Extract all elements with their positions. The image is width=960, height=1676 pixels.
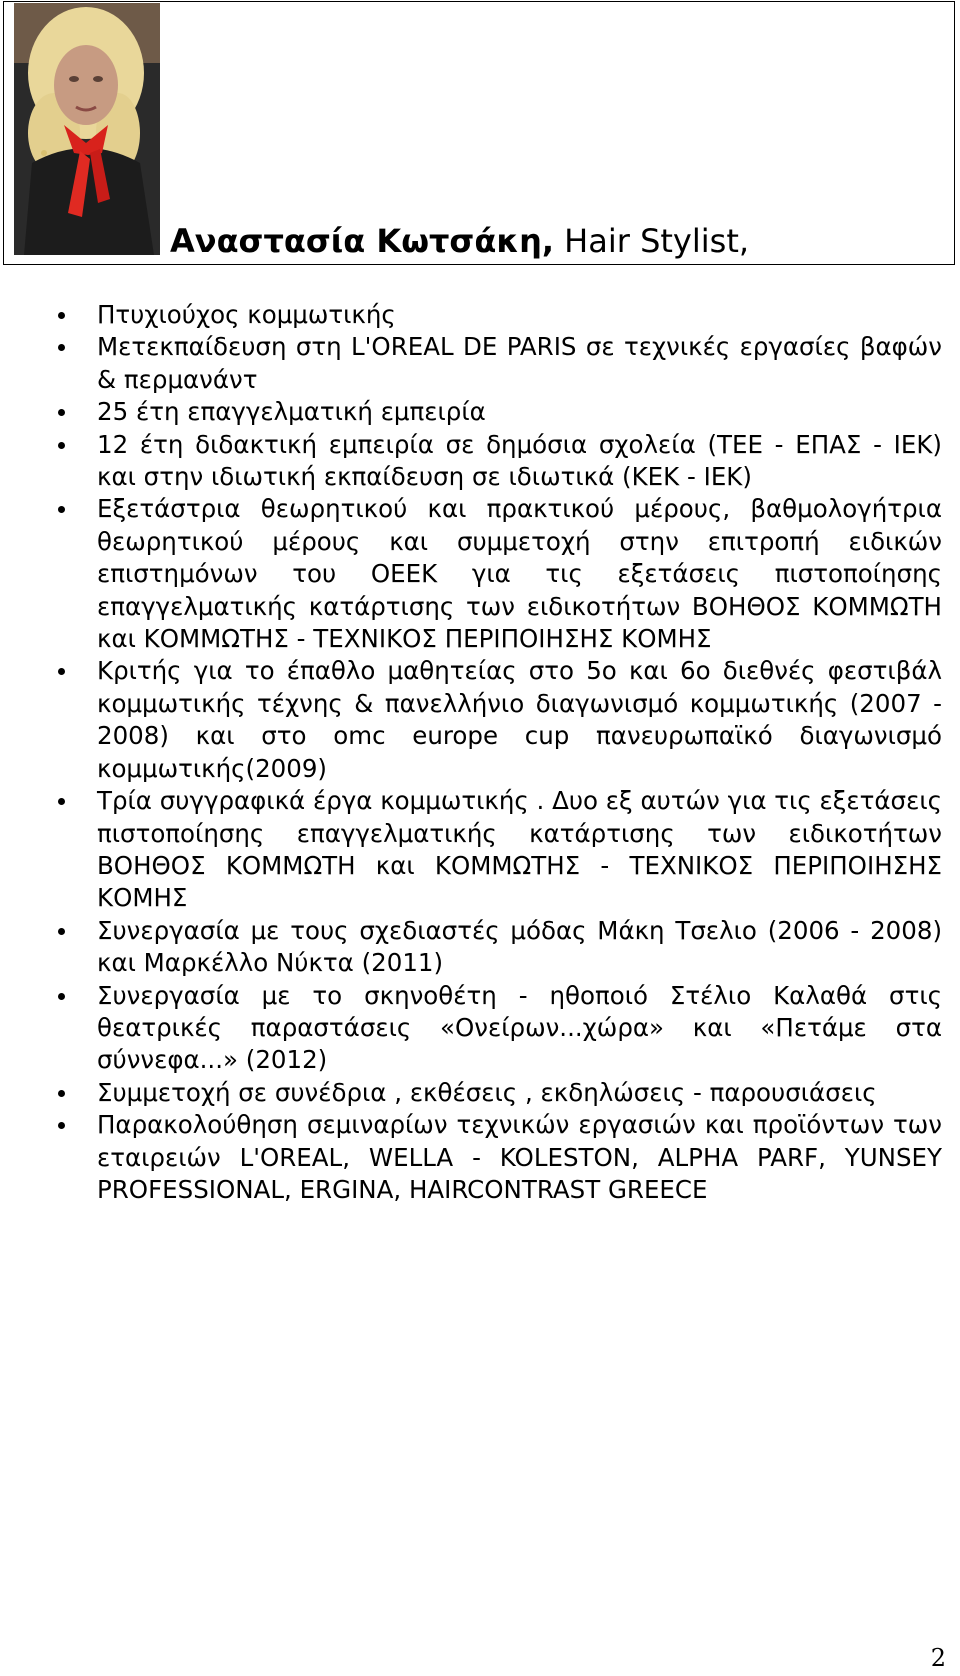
bullet-icon — [58, 798, 65, 805]
list-item — [58, 396, 942, 428]
portrait-illustration — [14, 3, 160, 255]
list-item-text: 12 έτη διδακτική εμπειρία σε δημόσια σχολεία (ΤΕΕ - ΕΠΑΣ - ΙΕΚ) και στην ιδιωτική εκπαίδευση σε ιδιωτικά (ΚΕΚ - ΙΕΚ) — [97, 429, 942, 492]
bullet-icon — [58, 344, 65, 351]
list-item — [58, 299, 942, 331]
list-item — [58, 493, 942, 655]
bullet-icon — [58, 993, 65, 1000]
list-item-text: Κριτής για το έπαθλο μαθητείας στο 5ο και 6ο διεθνές φεστιβάλ κομμωτικής τέχνης & πανελλήνιο διαγωνισμό κομμωτικής (2007 - 2008) και στο omc europe cup πανευρωπαϊκό διαγωνισμό κομμωτικής(2009) — [97, 656, 942, 783]
person-title: Hair Stylist, — [554, 222, 750, 260]
bullet-icon — [58, 668, 65, 675]
portrait-photo — [14, 3, 160, 255]
page-number: 2 — [930, 1644, 946, 1672]
list-item — [58, 429, 942, 494]
bullet-icon — [58, 1122, 65, 1129]
bullet-icon — [58, 409, 65, 416]
list-item — [58, 1077, 942, 1109]
list-item — [58, 655, 942, 785]
list-item-text: Συνεργασία με το σκηνοθέτη - ηθοποιό Στέλιο Καλαθά στις θεατρικές παραστάσεις «Ονείρων...χώρα» και «Πετάμε στα σύννεφα...» (2012) — [97, 980, 942, 1075]
list-item — [58, 331, 942, 396]
list-item-text: Τρία συγγραφικά έργα κομμωτικής . Δυο εξ αυτών για τις εξετάσεις πιστοποίησης επαγγελματικής κατάρτισης των ειδικοτήτων ΒΟΗΘΟΣ ΚΟΜΜΩΤΗ και ΚΟΜΜΩΤΗΣ - ΤΕΧΝΙΚΟΣ ΠΕΡΙΠΟΙΗΣΗΣ ΚΟΜΗΣ — [97, 786, 942, 913]
bullet-icon — [58, 928, 65, 935]
list-item-text: Συμμετοχή σε συνέδρια , εκθέσεις , εκδηλώσεις - παρουσιάσεις — [97, 1077, 877, 1107]
list-item-text: Εξετάστρια θεωρητικού και πρακτικού μέρους, βαθμολογήτρια θεωρητικού μέρους και συμμετοχή στην επιτροπή ειδικών επιστημόνων του ΟΕΕΚ για τις εξετάσεις πιστοποίησης επαγγελματικής κατάρτισης των ειδικοτήτων ΒΟΗΘΟΣ ΚΟΜΜΩΤΗ και ΚΟΜΜΩΤΗΣ - ΤΕΧΝΙΚΟΣ ΠΕΡΙΠΟΙΗΣΗΣ ΚΟΜΗΣ — [97, 494, 942, 654]
list-item-text: Πτυχιούχος κομμωτικής — [97, 300, 396, 329]
list-item-text: 25 έτη επαγγελματική εμπειρία — [97, 397, 486, 427]
list-item-text: Παρακολούθηση σεμιναρίων τεχνικών εργασιών και προϊόντων των εταιρειών L'OREAL, WELLA - KOLESTON, ALPHA PARF, YUNSEY PROFESSIONAL, ERGINA, HAIRCONTRAST GREECE — [97, 1110, 942, 1204]
list-item — [58, 980, 942, 1077]
bullet-icon — [58, 1090, 65, 1097]
list-item — [58, 915, 942, 980]
list-item-text: Συνεργασία με τους σχεδιαστές μόδας Μάκη Τσελιο (2006 - 2008) και Μαρκέλλο Νύκτα (2011) — [97, 915, 942, 978]
bio-list — [58, 299, 942, 1206]
list-item-text: Μετεκπαίδευση στη L'OREAL DE PARIS σε τεχνικές εργασίες βαφών & περμανάντ — [97, 332, 942, 394]
name-heading — [170, 222, 749, 260]
list-item — [58, 785, 942, 915]
person-name: Αναστασία Κωτσάκη, — [170, 222, 554, 260]
bullet-icon — [58, 506, 65, 513]
bullet-icon — [58, 312, 65, 319]
bullet-icon — [58, 442, 65, 449]
list-item — [58, 1109, 942, 1206]
